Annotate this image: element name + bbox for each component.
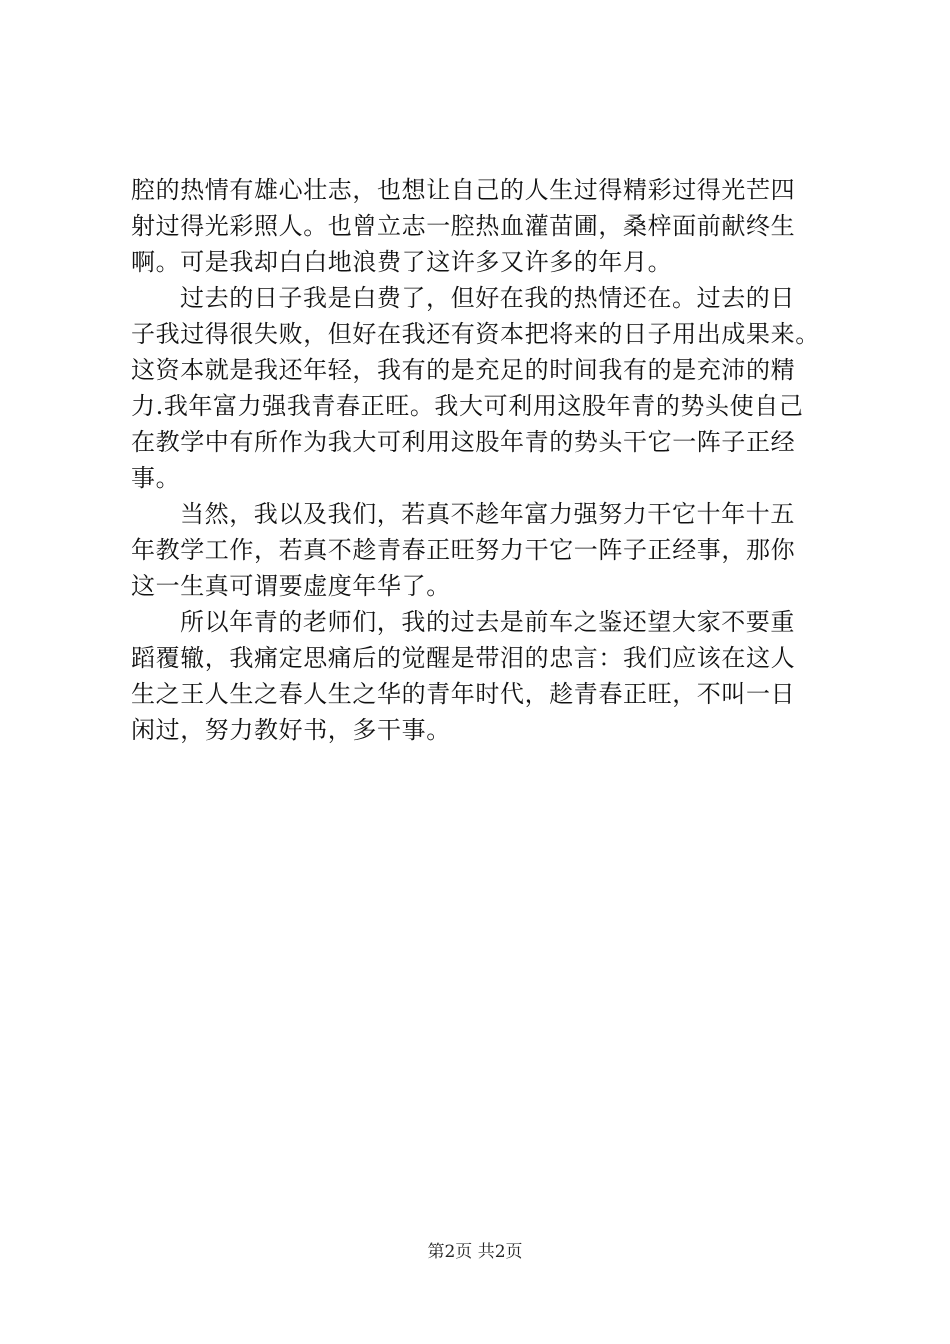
page-number-footer: 第2页 共2页 <box>427 1242 523 1262</box>
text-line: 蹈覆辙，我痛定思痛后的觉醒是带泪的忠言：我们应该在这人 <box>131 644 796 672</box>
text-line: 事。 <box>131 464 181 492</box>
text-line: 过去的日子我是白费了，但好在我的热情还在。过去的日 <box>180 284 795 312</box>
text-line: 生之王人生之春人生之华的青年时代，趁青春正旺，不叫一日 <box>131 680 796 708</box>
text-line: 所以年青的老师们，我的过去是前车之鉴还望大家不要重 <box>180 608 795 636</box>
text-line: 腔的热情有雄心壮志，也想让自己的人生过得精彩过得光芒四 <box>131 176 796 204</box>
text-line: 射过得光彩照人。也曾立志一腔热血灌苗圃，桑梓面前献终生 <box>131 212 796 240</box>
text-line: 这一生真可谓要虚度年华了。 <box>131 572 451 600</box>
text-line: 闲过，努力教好书，多干事。 <box>131 716 451 744</box>
text-line: 子我过得很失败，但好在我还有资本把将来的日子用出成果来。 <box>131 320 820 348</box>
text-line: 啊。可是我却白白地浪费了这许多又许多的年月。 <box>131 248 673 276</box>
text-line: 力.我年富力强我青春正旺。我大可利用这股年青的势头使自己 <box>131 392 804 420</box>
text-line: 年教学工作，若真不趁青春正旺努力干它一阵子正经事，那你 <box>131 536 796 564</box>
text-line: 这资本就是我还年轻，我有的是充足的时间我有的是充沛的精 <box>131 356 796 384</box>
body-text <box>131 172 855 748</box>
text-line: 当然，我以及我们，若真不趁年富力强努力干它十年十五 <box>180 500 795 528</box>
text-line: 在教学中有所作为我大可利用这股年青的势头干它一阵子正经 <box>131 428 796 456</box>
